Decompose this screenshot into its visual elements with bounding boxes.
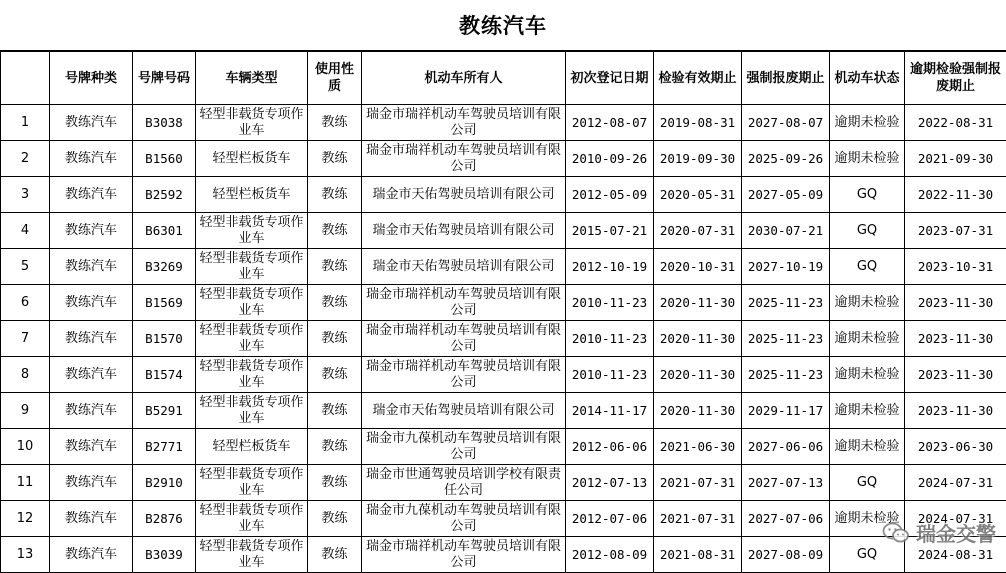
- cell-plate-number: B2771: [133, 429, 196, 465]
- cell-first-registration: 2012-05-09: [566, 177, 654, 213]
- cell-row-index: 1: [1, 105, 50, 141]
- cell-vehicle-type: 轻型非载货专项作业车: [196, 321, 308, 357]
- cell-owner: 瑞金市九葆机动车驾驶员培训有限公司: [362, 429, 566, 465]
- cell-row-index: 2: [1, 141, 50, 177]
- cell-overdue-scrap-date: 2023-10-31: [905, 249, 1006, 285]
- table-row: [1, 429, 1006, 465]
- table-row: [1, 213, 1006, 249]
- cell-overdue-scrap-date: 2023-06-30: [905, 429, 1006, 465]
- cell-first-registration: 2010-09-26: [566, 141, 654, 177]
- cell-scrap-date: 2027-06-06: [742, 429, 830, 465]
- watermark-text: 瑞金交警: [916, 522, 996, 546]
- cell-usage: 教练: [308, 249, 362, 285]
- table-row: [1, 285, 1006, 321]
- cell-usage: 教练: [308, 429, 362, 465]
- cell-usage: 教练: [308, 141, 362, 177]
- cell-owner: 瑞金市瑞祥机动车驾驶员培训有限公司: [362, 285, 566, 321]
- col-header-plate-type: 号牌种类: [50, 52, 133, 105]
- cell-vehicle-status: 逾期未检验: [830, 501, 905, 537]
- cell-vehicle-status: 逾期未检验: [830, 393, 905, 429]
- cell-usage: 教练: [308, 465, 362, 501]
- cell-usage: 教练: [308, 537, 362, 573]
- cell-owner: 瑞金市九葆机动车驾驶员培训有限公司: [362, 501, 566, 537]
- cell-plate-type: 教练汽车: [50, 465, 133, 501]
- cell-inspection-valid-until: 2021-08-31: [654, 537, 742, 573]
- vehicle-table: [0, 51, 1006, 573]
- cell-row-index: 13: [1, 537, 50, 573]
- cell-scrap-date: 2025-11-23: [742, 357, 830, 393]
- cell-plate-type: 教练汽车: [50, 393, 133, 429]
- table-row: [1, 501, 1006, 537]
- table-row: [1, 249, 1006, 285]
- cell-first-registration: 2010-11-23: [566, 285, 654, 321]
- cell-vehicle-type: 轻型非载货专项作业车: [196, 393, 308, 429]
- cell-vehicle-status: 逾期未检验: [830, 429, 905, 465]
- cell-first-registration: 2015-07-21: [566, 213, 654, 249]
- cell-plate-type: 教练汽车: [50, 501, 133, 537]
- cell-plate-number: B3269: [133, 249, 196, 285]
- cell-plate-type: 教练汽车: [50, 537, 133, 573]
- cell-plate-type: 教练汽车: [50, 105, 133, 141]
- cell-usage: 教练: [308, 285, 362, 321]
- cell-vehicle-type: 轻型非载货专项作业车: [196, 465, 308, 501]
- cell-overdue-scrap-date: 2024-07-31: [905, 465, 1006, 501]
- col-header-usage: 使用性质: [308, 52, 362, 105]
- cell-owner: 瑞金市瑞祥机动车驾驶员培训有限公司: [362, 141, 566, 177]
- cell-first-registration: 2010-11-23: [566, 357, 654, 393]
- table-body: [1, 105, 1006, 573]
- cell-plate-number: B2876: [133, 501, 196, 537]
- cell-overdue-scrap-date: 2023-11-30: [905, 321, 1006, 357]
- cell-row-index: 12: [1, 501, 50, 537]
- cell-vehicle-type: 轻型非载货专项作业车: [196, 105, 308, 141]
- cell-owner: 瑞金市瑞祥机动车驾驶员培训有限公司: [362, 105, 566, 141]
- cell-vehicle-type: 轻型非载货专项作业车: [196, 537, 308, 573]
- cell-inspection-valid-until: 2020-07-31: [654, 213, 742, 249]
- cell-inspection-valid-until: 2020-11-30: [654, 393, 742, 429]
- table-row: [1, 141, 1006, 177]
- cell-vehicle-status: GQ: [830, 249, 905, 285]
- table-row: [1, 537, 1006, 573]
- cell-overdue-scrap-date: 2023-11-30: [905, 357, 1006, 393]
- cell-scrap-date: 2025-11-23: [742, 285, 830, 321]
- cell-scrap-date: 2025-11-23: [742, 321, 830, 357]
- cell-owner: 瑞金市世通驾驶员培训学校有限责任公司: [362, 465, 566, 501]
- cell-plate-number: B1570: [133, 321, 196, 357]
- cell-vehicle-type: 轻型非载货专项作业车: [196, 249, 308, 285]
- cell-overdue-scrap-date: 2024-07-31: [905, 501, 1006, 537]
- table-row: [1, 465, 1006, 501]
- cell-row-index: 7: [1, 321, 50, 357]
- col-header-owner: 机动车所有人: [362, 52, 566, 105]
- cell-plate-number: B5291: [133, 393, 196, 429]
- cell-first-registration: 2012-08-07: [566, 105, 654, 141]
- cell-first-registration: 2012-06-06: [566, 429, 654, 465]
- cell-first-registration: 2010-11-23: [566, 321, 654, 357]
- cell-vehicle-status: 逾期未检验: [830, 141, 905, 177]
- cell-vehicle-type: 轻型非载货专项作业车: [196, 213, 308, 249]
- cell-inspection-valid-until: 2020-11-30: [654, 285, 742, 321]
- cell-vehicle-type: 轻型非载货专项作业车: [196, 285, 308, 321]
- cell-overdue-scrap-date: 2023-11-30: [905, 393, 1006, 429]
- cell-row-index: 4: [1, 213, 50, 249]
- cell-usage: 教练: [308, 357, 362, 393]
- cell-vehicle-status: 逾期未检验: [830, 321, 905, 357]
- cell-plate-number: B6301: [133, 213, 196, 249]
- cell-scrap-date: 2027-05-09: [742, 177, 830, 213]
- cell-plate-type: 教练汽车: [50, 321, 133, 357]
- cell-plate-number: B3038: [133, 105, 196, 141]
- cell-scrap-date: 2027-07-06: [742, 501, 830, 537]
- col-header-overdue-scrap-date: 逾期检验强制报废期止: [905, 52, 1006, 105]
- cell-vehicle-status: GQ: [830, 537, 905, 573]
- col-header-inspection-valid-until: 检验有效期止: [654, 52, 742, 105]
- cell-overdue-scrap-date: 2023-07-31: [905, 213, 1006, 249]
- cell-row-index: 9: [1, 393, 50, 429]
- table-row: [1, 321, 1006, 357]
- cell-row-index: 8: [1, 357, 50, 393]
- cell-row-index: 5: [1, 249, 50, 285]
- table-row: [1, 357, 1006, 393]
- col-header-scrap-date: 强制报废期止: [742, 52, 830, 105]
- cell-usage: 教练: [308, 213, 362, 249]
- cell-usage: 教练: [308, 105, 362, 141]
- cell-vehicle-type: 轻型栏板货车: [196, 177, 308, 213]
- cell-first-registration: 2012-10-19: [566, 249, 654, 285]
- cell-owner: 瑞金市天佑驾驶员培训有限公司: [362, 177, 566, 213]
- cell-first-registration: 2012-07-06: [566, 501, 654, 537]
- table-row: [1, 105, 1006, 141]
- cell-first-registration: 2012-07-13: [566, 465, 654, 501]
- cell-plate-number: B1569: [133, 285, 196, 321]
- cell-plate-type: 教练汽车: [50, 429, 133, 465]
- cell-plate-type: 教练汽车: [50, 177, 133, 213]
- cell-usage: 教练: [308, 321, 362, 357]
- cell-owner: 瑞金市瑞祥机动车驾驶员培训有限公司: [362, 537, 566, 573]
- cell-overdue-scrap-date: 2024-08-31: [905, 537, 1006, 573]
- cell-inspection-valid-until: 2021-07-31: [654, 501, 742, 537]
- cell-vehicle-type: 轻型非载货专项作业车: [196, 357, 308, 393]
- col-header-plate-number: 号牌号码: [133, 52, 196, 105]
- cell-vehicle-status: 逾期未检验: [830, 357, 905, 393]
- cell-inspection-valid-until: 2020-11-30: [654, 357, 742, 393]
- cell-plate-number: B3039: [133, 537, 196, 573]
- sheet-title: 教练汽车: [0, 0, 1006, 51]
- cell-plate-number: B1560: [133, 141, 196, 177]
- cell-owner: 瑞金市天佑驾驶员培训有限公司: [362, 249, 566, 285]
- cell-inspection-valid-until: 2019-09-30: [654, 141, 742, 177]
- cell-scrap-date: 2030-07-21: [742, 213, 830, 249]
- cell-scrap-date: 2027-08-09: [742, 537, 830, 573]
- cell-inspection-valid-until: 2020-10-31: [654, 249, 742, 285]
- cell-row-index: 6: [1, 285, 50, 321]
- cell-plate-type: 教练汽车: [50, 357, 133, 393]
- cell-owner: 瑞金市瑞祥机动车驾驶员培训有限公司: [362, 357, 566, 393]
- cell-inspection-valid-until: 2021-07-31: [654, 465, 742, 501]
- cell-usage: 教练: [308, 501, 362, 537]
- cell-plate-type: 教练汽车: [50, 249, 133, 285]
- cell-vehicle-type: 轻型栏板货车: [196, 429, 308, 465]
- cell-vehicle-status: GQ: [830, 177, 905, 213]
- cell-inspection-valid-until: 2020-11-30: [654, 321, 742, 357]
- cell-vehicle-status: GQ: [830, 213, 905, 249]
- cell-overdue-scrap-date: 2022-08-31: [905, 105, 1006, 141]
- cell-vehicle-type: 轻型栏板货车: [196, 141, 308, 177]
- cell-inspection-valid-until: 2021-06-30: [654, 429, 742, 465]
- cell-scrap-date: 2027-08-07: [742, 105, 830, 141]
- cell-row-index: 3: [1, 177, 50, 213]
- cell-overdue-scrap-date: 2023-11-30: [905, 285, 1006, 321]
- cell-inspection-valid-until: 2020-05-31: [654, 177, 742, 213]
- cell-plate-number: B1574: [133, 357, 196, 393]
- cell-plate-type: 教练汽车: [50, 141, 133, 177]
- cell-plate-number: B2910: [133, 465, 196, 501]
- col-header-vehicle-type: 车辆类型: [196, 52, 308, 105]
- table-row: [1, 177, 1006, 213]
- table-row: [1, 393, 1006, 429]
- cell-scrap-date: 2025-09-26: [742, 141, 830, 177]
- col-header-index: [1, 52, 50, 105]
- cell-overdue-scrap-date: 2022-11-30: [905, 177, 1006, 213]
- cell-overdue-scrap-date: 2021-09-30: [905, 141, 1006, 177]
- cell-vehicle-type: 轻型非载货专项作业车: [196, 501, 308, 537]
- cell-scrap-date: 2027-07-13: [742, 465, 830, 501]
- col-header-first-registration: 初次登记日期: [566, 52, 654, 105]
- cell-owner: 瑞金市瑞祥机动车驾驶员培训有限公司: [362, 321, 566, 357]
- col-header-vehicle-status: 机动车状态: [830, 52, 905, 105]
- header-row: [1, 52, 1006, 105]
- cell-inspection-valid-until: 2019-08-31: [654, 105, 742, 141]
- cell-vehicle-status: GQ: [830, 465, 905, 501]
- cell-owner: 瑞金市天佑驾驶员培训有限公司: [362, 213, 566, 249]
- cell-usage: 教练: [308, 177, 362, 213]
- cell-row-index: 11: [1, 465, 50, 501]
- cell-vehicle-status: 逾期未检验: [830, 105, 905, 141]
- cell-scrap-date: 2029-11-17: [742, 393, 830, 429]
- cell-scrap-date: 2027-10-19: [742, 249, 830, 285]
- cell-first-registration: 2012-08-09: [566, 537, 654, 573]
- cell-vehicle-status: 逾期未检验: [830, 285, 905, 321]
- cell-usage: 教练: [308, 393, 362, 429]
- cell-plate-number: B2592: [133, 177, 196, 213]
- cell-plate-type: 教练汽车: [50, 213, 133, 249]
- cell-plate-type: 教练汽车: [50, 285, 133, 321]
- cell-owner: 瑞金市天佑驾驶员培训有限公司: [362, 393, 566, 429]
- cell-first-registration: 2014-11-17: [566, 393, 654, 429]
- cell-row-index: 10: [1, 429, 50, 465]
